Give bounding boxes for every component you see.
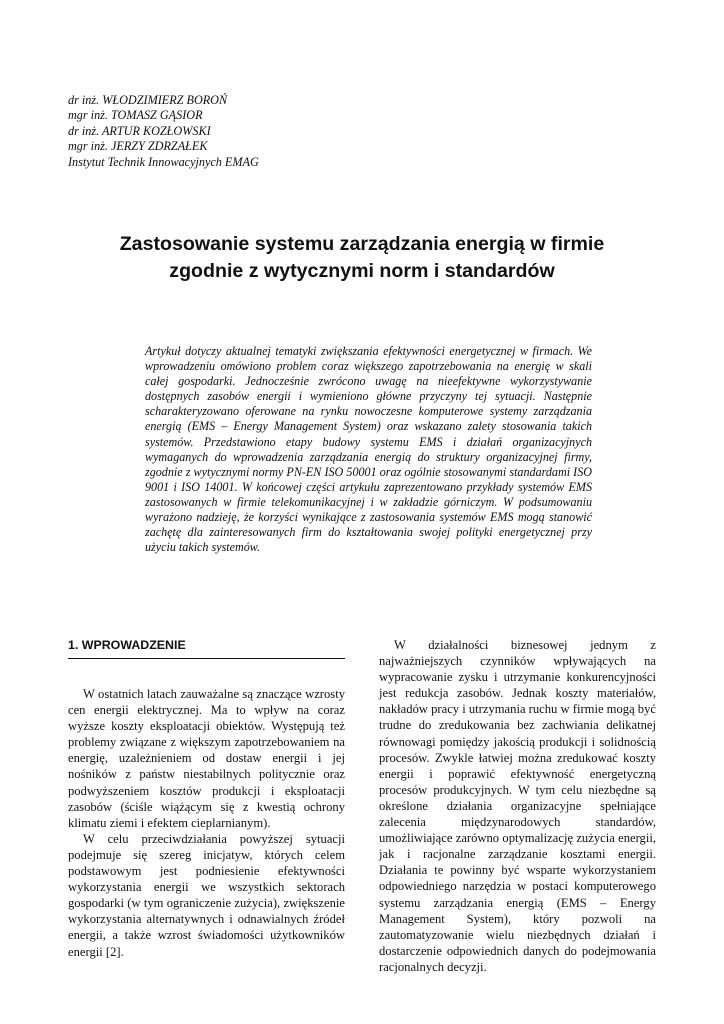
author-3: dr inż. ARTUR KOZŁOWSKI	[68, 123, 211, 138]
title-line-1: Zastosowanie systemu zarządzania energią w firmie	[119, 233, 605, 255]
right-column	[379, 637, 656, 975]
author-2: mgr inż. TOMASZ GĄSIOR	[68, 108, 203, 123]
author-list	[68, 93, 468, 170]
abstract: Artykuł dotyczy aktualnej tematyki zwiększania efektywności energetycznej w firmach. We wprowadzeniu omówiono problem coraz większego zapotrzebowania na energię w skali całej gospodarki. Jednocześnie zwrócono uwagę na nieefektywne wykorzystywanie dostępnych zasobów energii i wymieniono główne przyczyny tej sytuacji. Następnie scharakteryzowano oferowane na rynku nowoczesne komputerowe systemy zarządzania energią (EMS – Energy Management System) oraz wskazano zalety stosowania takich systemów. Przedstawiono etapy budowy systemu EMS i działań organizacyjnych wymaganych do wprowadzenia zarządzania energią do struktury organizacyjnej firmy, zgodnie z wytycznymi normy PN-EN ISO 50001 oraz ogólnie stosowanymi standardami ISO 9001 i ISO 14001. W końcowej części artykułu zaprezentowano przykłady systemów EMS zastosowanych w firmie telekomunikacyjnej i w zakładzie górniczym. W podsumowaniu wyrażono nadzieję, że korzyści wynikające z zastosowania systemów EMS mogą stanowić zachętę dla zainteresowanych firm do kształtowania swojej polityki energetycznej przy użyciu takich systemów.	[145, 344, 592, 555]
affiliation: Instytut Technik Innowacyjnych EMAG	[68, 154, 259, 169]
left-column	[68, 686, 345, 960]
paragraph: W ostatnich latach zauważalne są znaczące wzrosty cen energii elektrycznej. Ma to wpływ na coraz wyższe koszty eksploatacji obiektów. Występują też problemy związane z większym zapotrzebowaniem na energię, uzależnieniem od dostaw energii i jej nośników z państw niestabilnych politycznie oraz podwyższeniem kosztów produkcji i eksploatacji zasobów (ściśle wiążącym się z kwestią ochrony klimatu ziemi i efektem cieplarnianym).	[68, 687, 345, 830]
article-title	[60, 231, 664, 285]
title-line-2: zgodnie z wytycznymi norm i standardów	[169, 260, 555, 282]
paragraph: W celu przeciwdziałania powyższej sytuacji podejmuje się szereg inicjatyw, których celem podstawowym jest podniesienie efektywności wykorzystania energii we wszystkich sektorach gospodarki (w tym ograniczenie zużycia), zwiększenie wykorzystania alternatywnych i odnawialnych źródeł energii, a także wzrost świadomości użytkowników energii [2].	[68, 831, 345, 959]
paragraph: W działalności biznesowej jednym z najważniejszych czynników wpływających na wypracowanie zysku i utrzymanie konkurencyjności jest redukcja zasobów. Jednak koszty materiałów, nakładów pracy i utrzymania ruchu w firmie mogą być trudne do zredukowania bez zachwiania delikatnej równowagi pomiędzy jakością produkcji i solidnością procesów. Zwykle łatwiej można zredukować koszty energii i poprawić efektywność energetyczną procesów produkcyjnych. W tym celu niezbędne są określone działania organizacyjne spełniające zalecenia międzynarodowych standardów, umożliwiające zarówno optymalizację zużycia energii, jak i racjonalne zarządzanie kosztami energii. Działania te powinny być wsparte wykorzystaniem odpowiedniego narzędzia w postaci komputerowego systemu zarządzania energią (EMS – Energy Management System), który pozwoli na zautomatyzowanie wielu niezbędnych działań i dostarczenie odpowiednich danych do podejmowania racjonalnych decyzji.	[379, 638, 656, 974]
section-heading: 1. WPROWADZENIE	[68, 638, 345, 659]
author-1: dr inż. WŁODZIMIERZ BOROŃ	[68, 93, 228, 107]
author-4: mgr inż. JERZY ZDRZAŁEK	[68, 139, 208, 154]
